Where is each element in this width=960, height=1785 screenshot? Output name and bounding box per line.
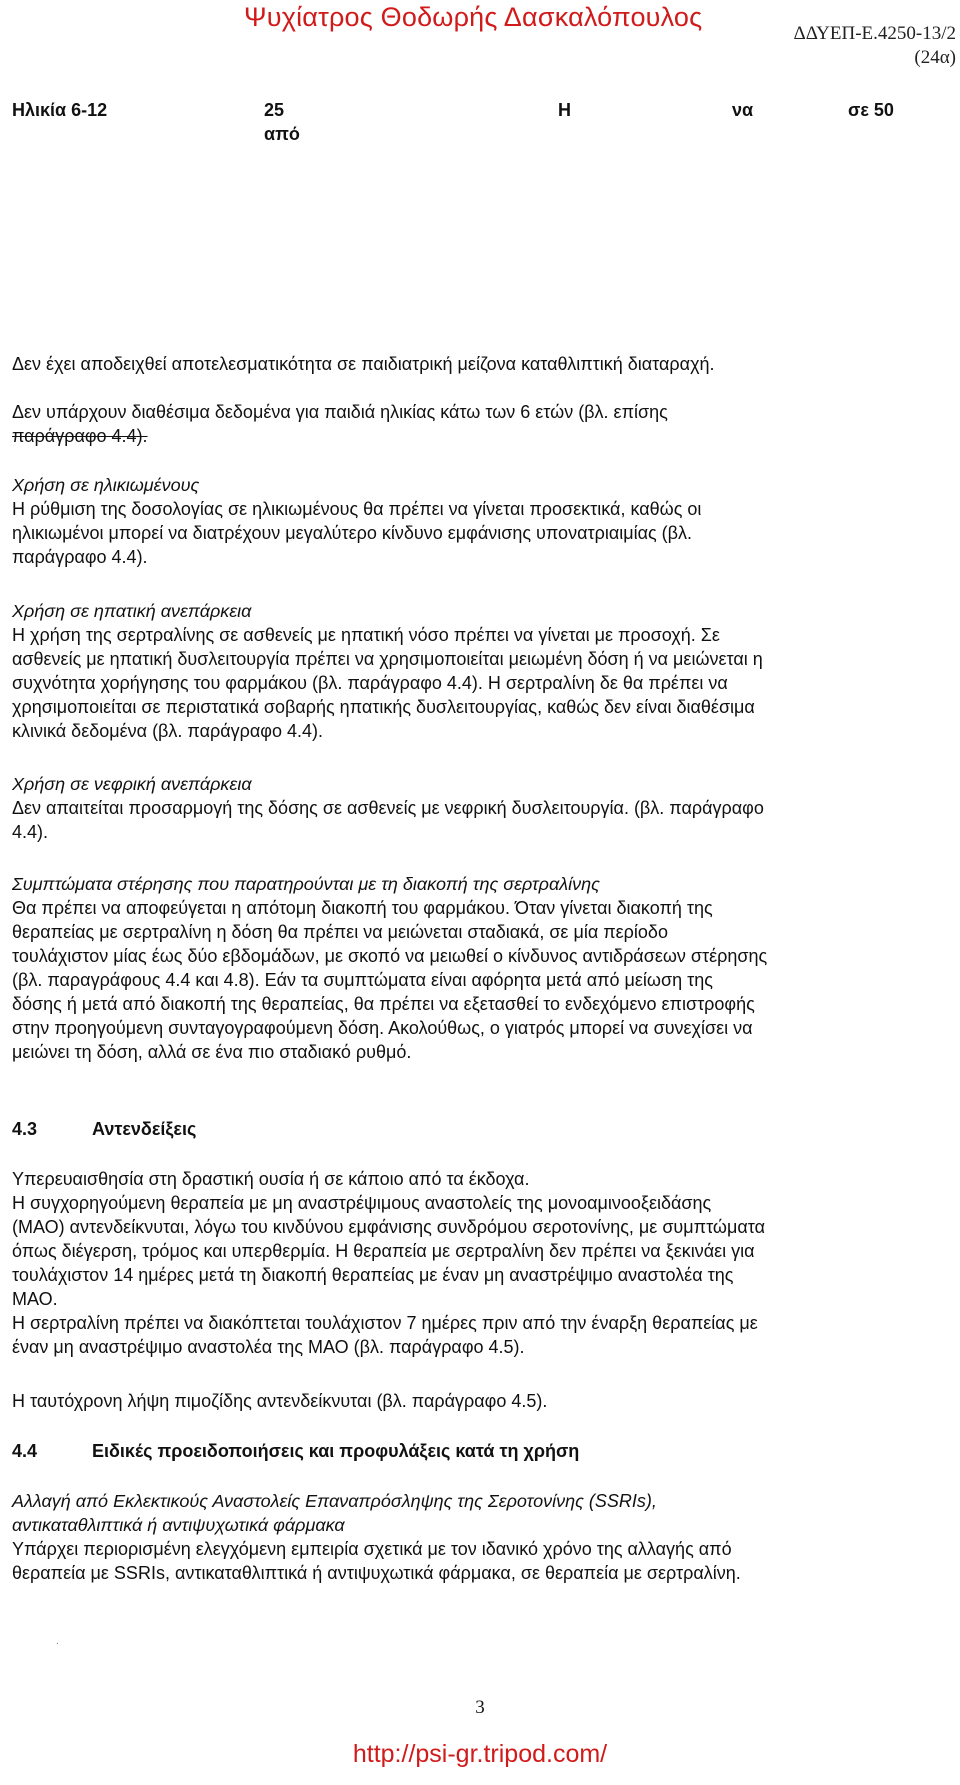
text-line: ηλικιωμένοι μπορεί να διατρέχουν μεγαλύτερο κίνδυνο εμφάνισης υπονατριαιμίας (βλ. xyxy=(12,523,693,543)
section-subheading: Αλλαγή από Εκλεκτικούς Αναστολείς Επαναπρόσληψης της Σεροτονίνης (SSRIs), xyxy=(12,1491,657,1511)
text-line: χρησιμοποιείται σε περιστατικά σοβαρής ηπατικής δυσλειτουργίας, καθώς δεν είναι διαθέσιμα xyxy=(12,697,755,717)
withdrawal-section xyxy=(12,872,942,1064)
text-line: Η συγχορηγούμενη θεραπεία με μη αναστρέψιμους αναστολείς της μονοαμινοοξειδάσης xyxy=(12,1193,712,1213)
section-number: 4.3 xyxy=(12,1119,38,1139)
text-line: Δεν υπάρχουν διαθέσιμα δεδομένα για παιδιά ηλικίας κάτω των 6 ετών (βλ. επίσης xyxy=(12,402,668,422)
doc-ref-code: ΔΔΥΕΠ-Ε.4250-13/2 xyxy=(793,23,956,44)
renal-section xyxy=(12,772,942,844)
text-line: ΜΑΟ. xyxy=(12,1289,58,1309)
under-6-note xyxy=(12,400,942,448)
text-line: έναν μη αναστρέψιμο αναστολέα της ΜΑΟ (βλ. παράγραφο 4.5). xyxy=(12,1337,525,1357)
hepatic-section xyxy=(12,599,942,743)
text-line: ασθενείς με ηπατική δυσλειτουργία πρέπει να χρησιμοποιείται μειωμένη δόση ή να μειώνεται η xyxy=(12,649,763,669)
text-line: Δεν απαιτείται προσαρμογή της δόσης σε ασθενείς με νεφρική δυσλειτουργία. (βλ. παράγραφο xyxy=(12,798,764,818)
text-line: 4.4). xyxy=(12,822,49,842)
text-line: όπως διέγερση, τρόμος και υπερθερμία. Η θεραπεία με σερτραλίνη δεν πρέπει να ξεκινάει για xyxy=(12,1241,755,1261)
elderly-section xyxy=(12,473,942,569)
stray-mark: . xyxy=(56,1636,59,1647)
table-cell-na: να xyxy=(732,100,754,120)
text-line: παράγραφο 4.4). xyxy=(12,426,148,446)
text-line: (βλ. παραγράφους 4.4 και 4.8). Εάν τα συμπτώματα είναι αφόρητα μετά από μείωση της xyxy=(12,970,713,990)
section-number: 4.4 xyxy=(12,1441,38,1461)
footer-link[interactable]: http://psi-gr.tripod.com/ xyxy=(352,1740,608,1768)
page-number: 3 xyxy=(475,1697,485,1718)
text-line: Θα πρέπει να αποφεύγεται η απότομη διακοπή του φαρμάκου. Όταν γίνεται διακοπή της xyxy=(12,898,713,918)
text-line: Η χρήση της σερτραλίνης σε ασθενείς με ηπατική νόσο πρέπει να γίνεται με προσοχή. Σε xyxy=(12,625,720,645)
text-line: θεραπεία με SSRIs, αντικαταθλιπτικά ή αντιψυχωτικά φάρμακα, σε θεραπεία με σερτραλίνη. xyxy=(12,1563,741,1583)
text-line: κλινικά δεδομένα (βλ. παράγραφο 4.4). xyxy=(12,721,323,741)
text-line: Η ρύθμιση της δοσολογίας σε ηλικιωμένους θα πρέπει να γίνεται προσεκτικά, καθώς οι xyxy=(12,499,702,519)
text-line: στην προηγούμενη συνταγογραφούμενη δόση. Ακολούθως, ο γιατρός μπορεί να συνεχίσει να xyxy=(12,1018,753,1038)
text-line: τουλάχιστον 14 ημέρες μετά τη διακοπή θεραπείας με έναν μη αναστρέψιμο αναστολέα της xyxy=(12,1265,734,1285)
table-cell-dose-50: σε 50 xyxy=(848,100,894,120)
text-line: Η σερτραλίνη πρέπει να διακόπτεται τουλάχιστον 7 ημέρες πριν από την έναρξη θεραπείας με xyxy=(12,1313,758,1333)
section-subheading: Χρήση σε νεφρική ανεπάρκεια xyxy=(12,774,252,794)
text-line: τουλάχιστον μίας έως δύο εβδομάδων, με σκοπό να μειωθεί ο κίνδυνος αντιδράσεων στέρησης xyxy=(12,946,768,966)
age-group-cell: Ηλικία 6-12 xyxy=(12,100,108,120)
section-subheading: αντικαταθλιπτικά ή αντιψυχωτικά φάρμακα xyxy=(12,1515,345,1535)
section-subheading: Χρήση σε ηπατική ανεπάρκεια xyxy=(12,601,252,621)
dosage-table-row xyxy=(12,100,942,150)
text-line: μειώνει τη δόση, αλλά σε ένα πιο σταδιακό ρυθμό. xyxy=(12,1042,412,1062)
dose-cell-continued: από xyxy=(264,124,300,144)
text-line: (ΜΑΟ) αντενδείκνυται, λόγω του κινδύνου εμφάνισης συνδρόμου σεροτονίνης, με συμπτώματα xyxy=(12,1217,766,1237)
doc-ref-sub: (24α) xyxy=(914,47,956,68)
table-cell-h: Η xyxy=(558,100,571,120)
site-title: Ψυχίατρος Θοδωρής Δασκαλόπουλος xyxy=(244,2,703,32)
section-title: Ειδικές προειδοποιήσεις και προφυλάξεις κατά τη χρήση xyxy=(92,1441,580,1461)
contraindications-section xyxy=(12,1167,942,1359)
section-heading-4-3 xyxy=(12,1117,942,1141)
switching-section xyxy=(12,1489,942,1585)
section-title: Αντενδείξεις xyxy=(92,1119,197,1139)
text-line: συχνότητα χορήγησης του φαρμάκου (βλ. παράγραφο 4.4). Η σερτραλίνη δε θα πρέπει να xyxy=(12,673,728,693)
dose-cell: 25 xyxy=(264,100,285,120)
document-reference xyxy=(793,22,956,70)
text-line: θεραπείας με σερτραλίνη η δόση θα πρέπει να μειώνεται σταδιακά, σε μία περίοδο xyxy=(12,922,668,942)
text-line: δόσης ή μετά από διακοπή της θεραπείας, θα πρέπει να εξετασθεί το ενδεχόμενο επιστροφής xyxy=(12,994,755,1014)
paediatric-efficacy-note: Δεν έχει αποδειχθεί αποτελεσματικότητα σε παιδιατρική μείζονα καταθλιπτική διαταραχή. xyxy=(12,354,715,374)
text-line: Υπάρχει περιορισμένη ελεγχόμενη εμπειρία σχετικά με τον ιδανικό χρόνο της αλλαγής από xyxy=(12,1539,732,1559)
text-line: Υπερευαισθησία στη δραστική ουσία ή σε κάποιο από τα έκδοχα. xyxy=(12,1169,530,1189)
section-subheading: Συμπτώματα στέρησης που παρατηρούνται με τη διακοπή της σερτραλίνης xyxy=(12,874,600,894)
pimozide-contraindication: Η ταυτόχρονη λήψη πιμοζίδης αντενδείκνυται (βλ. παράγραφο 4.5). xyxy=(12,1391,548,1411)
section-heading-4-4 xyxy=(12,1439,942,1463)
section-subheading: Χρήση σε ηλικιωμένους xyxy=(12,475,200,495)
text-line: παράγραφο 4.4). xyxy=(12,547,148,567)
